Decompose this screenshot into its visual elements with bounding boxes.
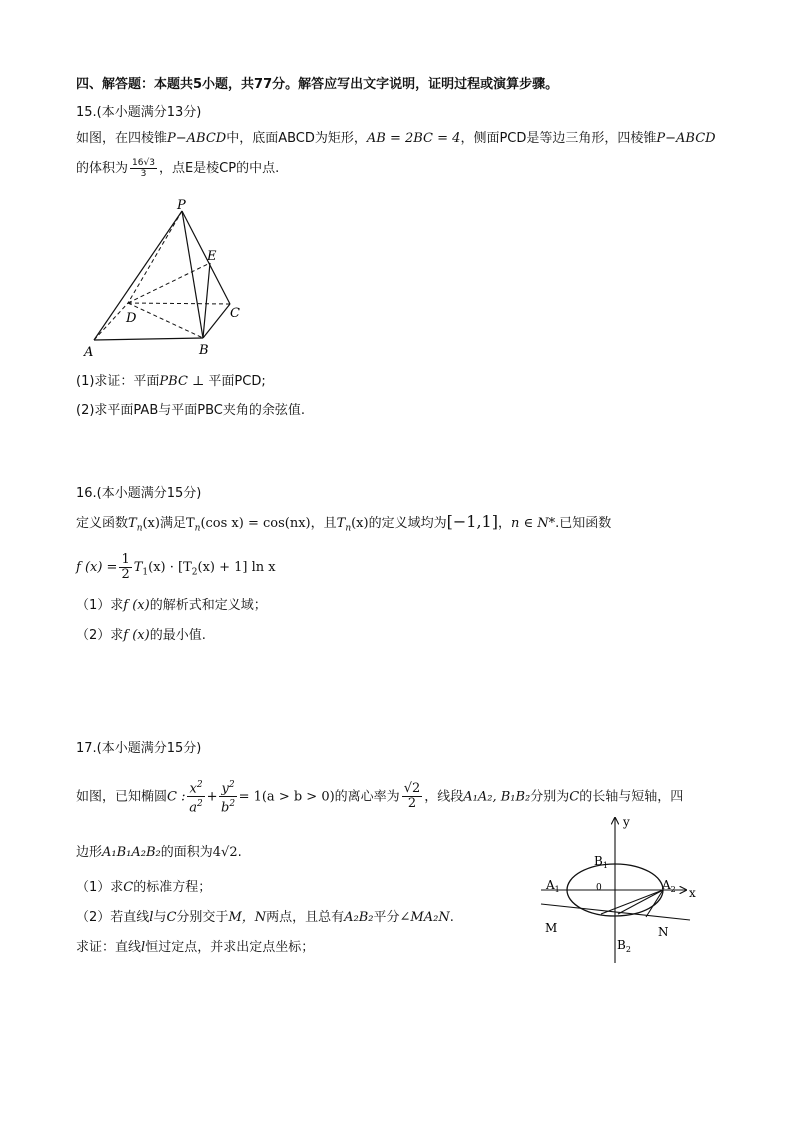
label-E: E	[207, 249, 217, 264]
b-var: b	[220, 800, 230, 816]
text: ，	[497, 516, 511, 531]
text: 的定义域均为	[368, 516, 447, 531]
math: T	[128, 516, 137, 531]
text: (1)求证：平面	[76, 374, 160, 389]
math: T	[133, 560, 143, 575]
text: 的长轴与短轴，四	[579, 789, 684, 805]
y-var: y	[221, 781, 229, 797]
label-A: A	[84, 345, 94, 360]
math: C	[123, 880, 134, 895]
numerator: 1	[121, 552, 130, 567]
math: 4√2	[212, 845, 238, 860]
q16-title: 16.(本小题满分15分)	[76, 486, 202, 501]
text: 求证：直线	[76, 940, 142, 955]
denominator: 3	[140, 169, 147, 179]
math: (cos x) = cos(nx)	[200, 516, 311, 531]
label-A2: $A_2$	[662, 878, 676, 894]
text: 的体积为	[76, 161, 129, 176]
text: 的最小值.	[149, 628, 206, 643]
math: AB = 2BC = 4	[366, 131, 461, 146]
label-N: N	[658, 925, 669, 939]
text: 如图，已知椭圆	[76, 789, 168, 805]
q16-part1	[76, 596, 267, 616]
q17-part2	[76, 908, 454, 928]
text: ，且	[310, 516, 337, 531]
math: f (x)	[123, 598, 150, 613]
text: 的离心率为	[334, 789, 400, 805]
numerator: √2	[403, 781, 421, 797]
pyramid-figure	[80, 192, 255, 364]
text: 平分	[373, 910, 400, 925]
math: A₁B₁A₂B₂	[102, 845, 161, 860]
label-B1: $B_1$	[594, 854, 608, 870]
q17-stem-line2	[76, 843, 242, 863]
math: 2	[191, 567, 198, 578]
math: l	[149, 910, 154, 925]
text: ，点E是棱CP的中点.	[158, 161, 280, 176]
math: 1	[142, 567, 149, 578]
numerator: 16√3	[132, 158, 155, 168]
text: .	[449, 910, 454, 925]
q15-stem-line2	[76, 158, 279, 179]
label-P: P	[177, 198, 186, 213]
denominator: 2	[121, 567, 130, 582]
a-var: a	[189, 800, 198, 816]
text: 满足	[159, 516, 186, 531]
half-fraction	[119, 553, 131, 582]
text: 中，底面ABCD为矩形，	[226, 131, 367, 146]
math: l	[141, 940, 146, 955]
q15-part1	[76, 372, 266, 392]
section-header: 四、解答题：本题共5小题，共77分。解答应写出文字说明，证明过程或演算步骤。	[76, 77, 559, 92]
x-var: x	[189, 781, 197, 797]
text: .已知函数	[555, 516, 612, 531]
math: P−ABCD	[656, 131, 716, 146]
q16-definition	[76, 512, 611, 539]
text: .	[237, 845, 242, 860]
math: T	[185, 516, 195, 531]
math: (x) + 1] ln x	[197, 560, 276, 575]
text: 的面积为	[160, 845, 213, 860]
text: （2）若直线	[76, 910, 150, 925]
math: (x) · [T	[148, 560, 192, 575]
text: 分别为	[530, 789, 570, 805]
q15-part2: (2)求平面PAB与平面PBC夹角的余弦值.	[76, 403, 305, 418]
math: M，N	[228, 910, 267, 925]
y-fraction: $\frac{y^2}{b^2}$	[220, 780, 236, 816]
math: (x)	[351, 516, 369, 531]
volume-fraction	[130, 158, 157, 179]
x-fraction: $\frac{x^2}{a^2}$	[189, 780, 203, 816]
math: PBC	[159, 374, 188, 389]
text: 如图，在四棱锥	[76, 131, 168, 146]
q17-title: 17.(本小题满分15分)	[76, 741, 202, 756]
label-A1: $A_1$	[546, 878, 560, 894]
text: 恒过定点，并求出定点坐标；	[145, 940, 315, 955]
text: ，线段	[424, 789, 464, 805]
text: （1）求	[76, 598, 124, 613]
math: T	[336, 516, 346, 531]
math: f (x) =	[76, 560, 118, 575]
text: （1）求	[76, 880, 124, 895]
text: 与	[153, 910, 167, 925]
text: 的解析式和定义域；	[149, 598, 267, 613]
math: A₁A₂, B₁B₂	[463, 789, 531, 805]
text: 两点，且总有	[266, 910, 345, 925]
eccentricity-fraction	[402, 782, 423, 811]
q15-title: 15.(本小题满分13分)	[76, 105, 202, 120]
label-B: B	[199, 343, 209, 358]
text: 的标准方程；	[133, 880, 212, 895]
q16-function	[76, 552, 276, 589]
label-O: 0	[596, 883, 602, 893]
q17-stem-line1: 如图，已知椭圆C : $\frac{x^2}{a^2}$ + $\frac{y^2}{b^2}$ = 1(a > b > 0)的离心率为 $\frac{√2}{2}$ ，线段A₁A₂, B₁B₂分别为C的长轴与短轴，四	[76, 780, 684, 816]
math: (x)	[142, 516, 160, 531]
text: （2）求	[76, 628, 124, 643]
ellipse-figure	[535, 812, 710, 970]
text: 平面PCD;	[208, 374, 266, 389]
math: n	[194, 523, 201, 534]
math: ∠MA₂N	[399, 910, 450, 925]
math: f (x)	[123, 628, 150, 643]
label-C: C	[230, 306, 240, 321]
q17-part3	[76, 938, 314, 958]
label-M: M	[545, 921, 558, 935]
math: n	[345, 523, 352, 534]
text: ，侧面PCD是等边三角形，四棱锥	[460, 131, 657, 146]
text: 边形	[76, 845, 103, 860]
math: C	[569, 789, 580, 805]
label-y: y	[623, 815, 630, 829]
math: n	[136, 523, 143, 534]
text: 分别交于	[176, 910, 229, 925]
math: C	[166, 910, 177, 925]
math: P−ABCD	[167, 131, 227, 146]
label-B2: $B_2$	[617, 938, 631, 954]
q17-part1	[76, 878, 211, 898]
math: C :	[167, 789, 186, 805]
interval: [−1,1]	[446, 512, 498, 531]
text: 定义函数	[76, 516, 129, 531]
label-x: x	[689, 886, 696, 900]
math: n ∈ N*	[510, 516, 556, 531]
perp-symbol: ⊥	[187, 374, 209, 389]
label-D: D	[126, 311, 137, 326]
denominator: 2	[407, 796, 417, 812]
math: = 1(a > b > 0)	[238, 789, 335, 805]
q15-stem-line1	[76, 129, 716, 149]
math: A₂B₂	[344, 910, 374, 925]
q16-part2	[76, 626, 206, 646]
